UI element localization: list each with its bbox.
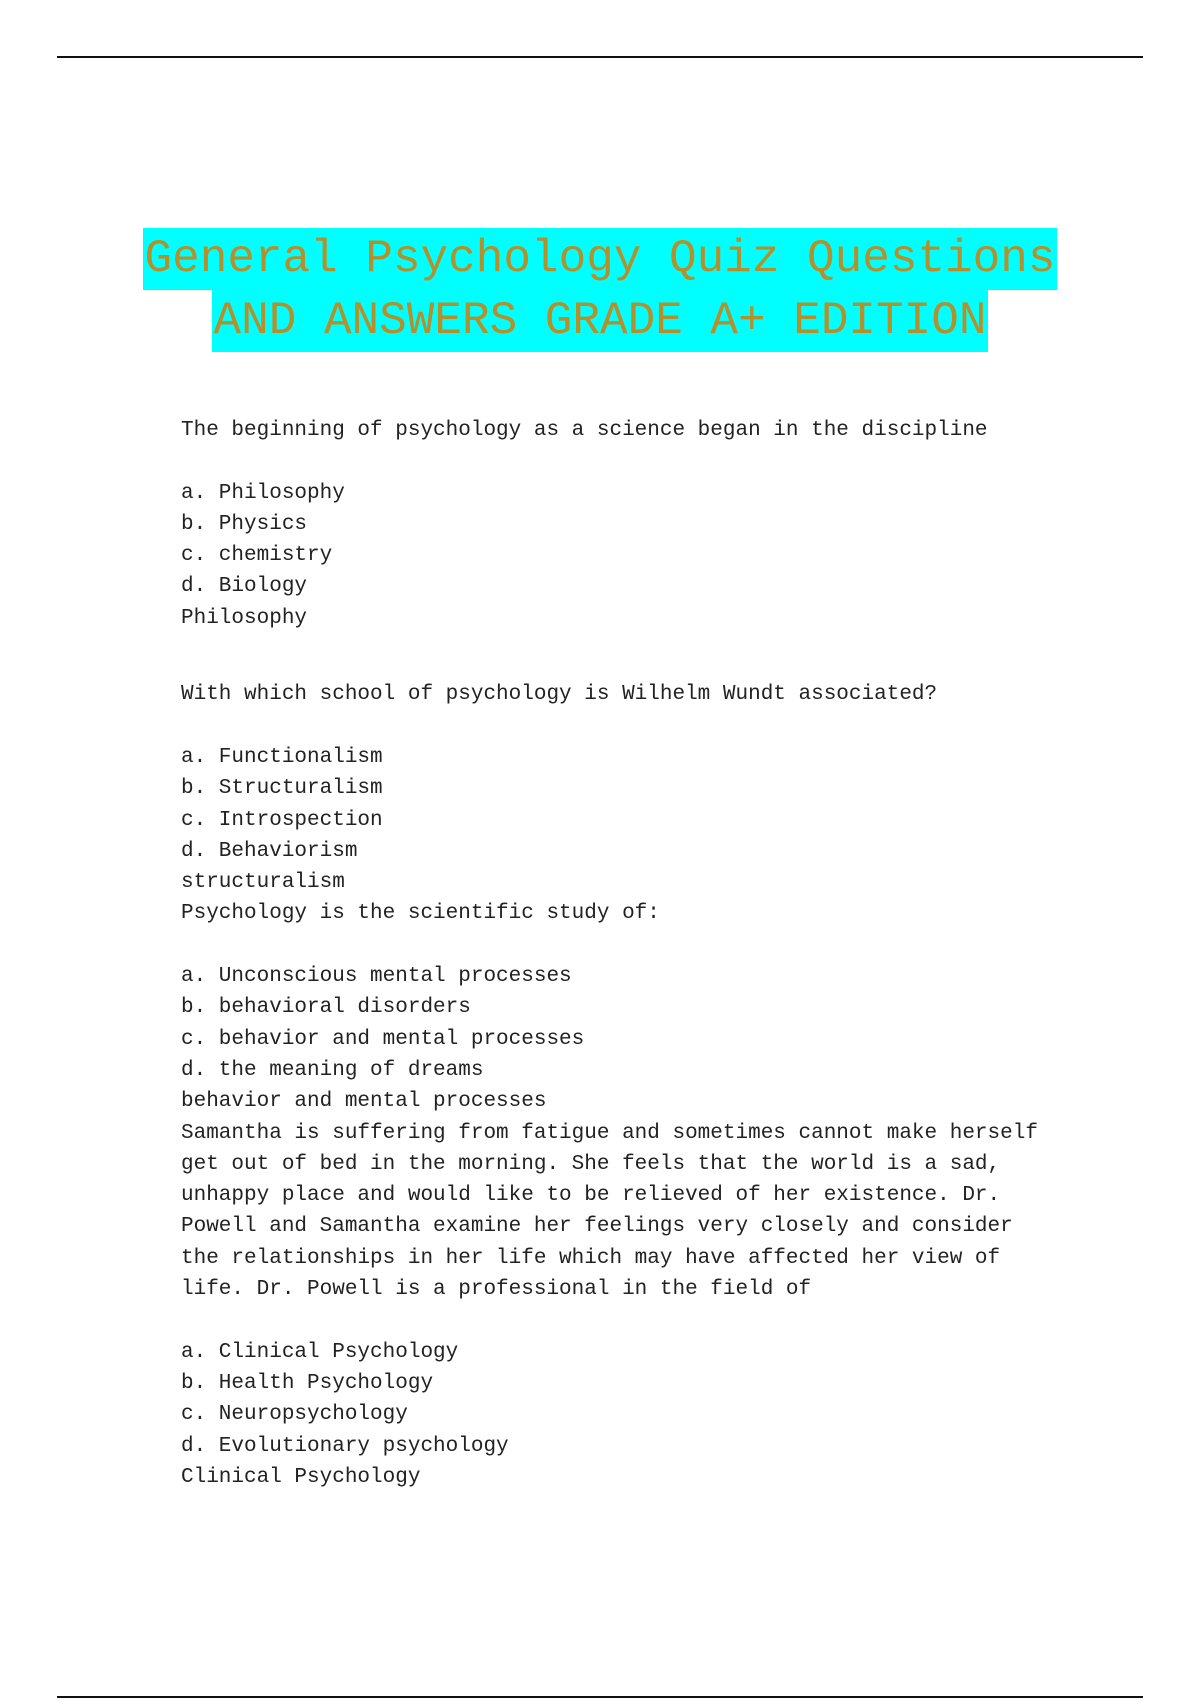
answer-text: Clinical Psychology (181, 1465, 421, 1489)
option: d. Biology (181, 575, 308, 599)
option: b. behavioral disorders (181, 996, 471, 1020)
option: a. Functionalism (181, 745, 383, 769)
option: c. Introspection (181, 808, 383, 832)
footer-rule (57, 1696, 1143, 1698)
question-text-line: life. Dr. Powell is a professional in the field of (181, 1278, 812, 1302)
option: d. the meaning of dreams (181, 1058, 484, 1082)
question-text-line: unhappy place and would like to be relieved of her existence. Dr. (181, 1184, 1001, 1208)
option: c. Neuropsychology (181, 1403, 408, 1427)
option: d. Evolutionary psychology (181, 1434, 509, 1458)
header-rule (57, 56, 1143, 58)
question-text: With which school of psychology is Wilhelm Wundt associated? (181, 683, 938, 707)
question-text-line: Powell and Samantha examine her feelings very closely and consider (181, 1215, 1013, 1239)
option: b. Health Psychology (181, 1371, 434, 1395)
option: c. behavior and mental processes (181, 1027, 585, 1051)
answer-text: Philosophy (181, 606, 308, 630)
option: b. Physics (181, 512, 308, 536)
answer-text: behavior and mental processes (181, 1090, 547, 1114)
title-line-1: General Psychology Quiz Questions (143, 228, 1058, 290)
option: a. Philosophy (181, 481, 345, 505)
quiz-content (181, 415, 1061, 1493)
document-title (0, 228, 1200, 352)
option: c. chemistry (181, 544, 333, 568)
option: a. Unconscious mental processes (181, 965, 572, 989)
option: a. Clinical Psychology (181, 1340, 459, 1364)
question-text-line: the relationships in her life which may have affected her view of (181, 1246, 1001, 1270)
title-line-2: AND ANSWERS GRADE A+ EDITION (212, 290, 989, 352)
option: d. Behaviorism (181, 839, 358, 863)
answer-text: structuralism (181, 871, 345, 895)
question-text-line: get out of bed in the morning. She feels that the world is a sad, (181, 1152, 1001, 1176)
question-text: Psychology is the scientific study of: (181, 902, 660, 926)
question-text: The beginning of psychology as a science began in the discipline (181, 419, 988, 442)
option: b. Structuralism (181, 777, 383, 801)
question-text-line: Samantha is suffering from fatigue and sometimes cannot make herself (181, 1121, 1038, 1145)
